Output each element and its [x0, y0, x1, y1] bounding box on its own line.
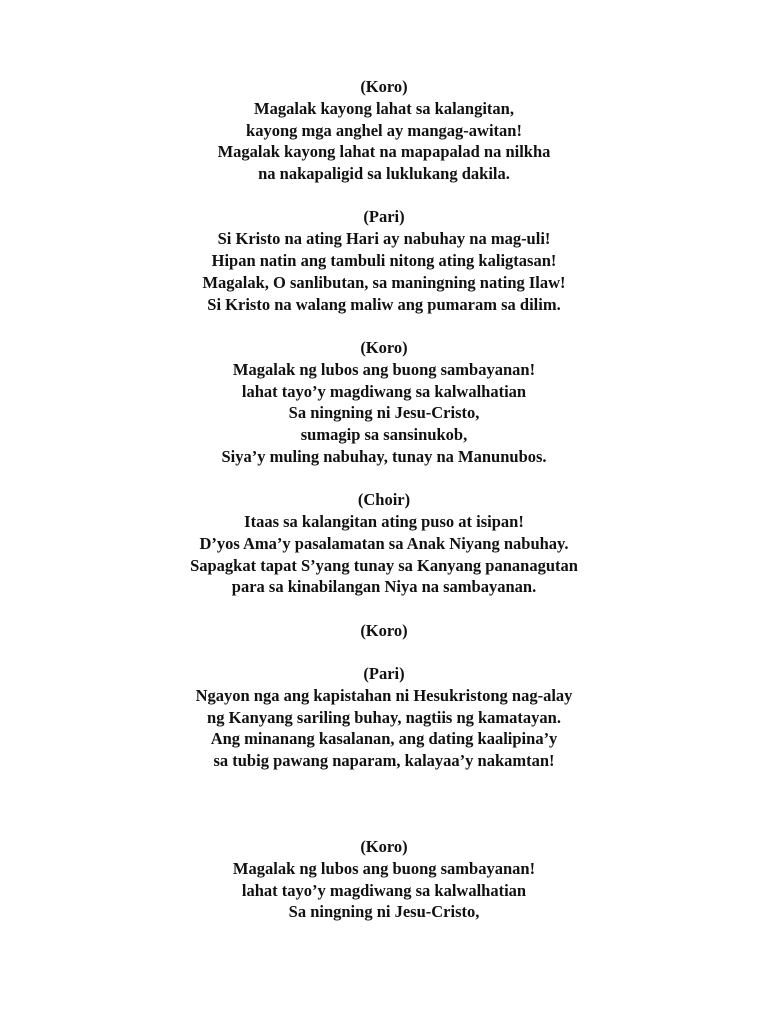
lyric-line: Magalak kayong lahat na mapapalad na nilkha	[217, 142, 551, 162]
lyric-line: sa tubig pawang naparam, kalayaa’y nakamtan!	[213, 751, 555, 771]
stanza-koro-2	[0, 337, 768, 468]
lyric-line: Si Kristo na ating Hari ay nabuhay na mag-uli!	[217, 229, 551, 249]
lyric-line: lahat tayo’y magdiwang sa kalwalhatian	[241, 381, 527, 401]
lyric-line: Magalak ng lubos ang buong sambayanan!	[232, 359, 536, 379]
stanza-heading: (Pari)	[363, 207, 405, 227]
stanza-heading: (Koro)	[360, 837, 408, 857]
lyric-line: Magalak ng lubos ang buong sambayanan!	[232, 858, 536, 878]
lyric-line: Sa ningning ni Jesu-Cristo,	[288, 902, 480, 922]
lyric-line: na nakapaligid sa luklukang dakila.	[258, 164, 510, 184]
stanza-heading: (Koro)	[360, 337, 408, 357]
lyric-line: para sa kinabilangan Niya na sambayanan.	[231, 577, 537, 597]
lyric-line: Magalak, O sanlibutan, sa maningning nating Ilaw!	[202, 272, 566, 292]
stanza-pari-1	[0, 206, 768, 315]
lyric-line: Itaas sa kalangitan ating puso at isipan!	[244, 512, 524, 532]
stanza-koro-4	[0, 836, 768, 923]
stanza-heading: (Pari)	[363, 664, 405, 684]
stanza-heading: (Koro)	[360, 77, 408, 96]
stanza-koro-3	[0, 620, 768, 642]
stanza-heading: (Koro)	[360, 620, 408, 640]
lyric-line: Siya’y muling nabuhay, tunay na Manunubos.	[221, 446, 547, 466]
stanza-heading: (Choir)	[357, 490, 411, 510]
stanza-choir	[0, 489, 768, 598]
lyric-line: ng Kanyang sariling buhay, nagtiis ng kamatayan.	[207, 707, 561, 727]
lyric-line: kayong mga anghel ay mangag-awitan!	[246, 120, 522, 140]
lyric-line: Ngayon nga ang kapistahan ni Hesukristong nag-alay	[195, 685, 573, 705]
stanza-pari-2	[0, 663, 768, 772]
lyric-line: Sapagkat tapat S’yang tunay sa Kanyang pananagutan	[190, 555, 578, 575]
stanza-koro-1	[0, 76, 768, 185]
lyric-line: Si Kristo na walang maliw ang pumaram sa dilim.	[207, 294, 561, 314]
lyric-line: Hipan natin ang tambuli nitong ating kaligtasan!	[211, 251, 557, 271]
lyric-line: Ang minanang kasalanan, ang dating kaalipina’y	[210, 729, 558, 749]
lyric-line: Magalak kayong lahat sa kalangitan,	[254, 98, 514, 118]
lyric-line: sumagip sa sansinukob,	[300, 425, 468, 445]
lyrics-page	[0, 76, 768, 945]
lyric-line: D’yos Ama’y pasalamatan sa Anak Niyang nabuhay.	[199, 533, 569, 553]
lyric-line: lahat tayo’y magdiwang sa kalwalhatian	[241, 880, 527, 900]
lyric-line: Sa ningning ni Jesu-Cristo,	[288, 403, 480, 423]
